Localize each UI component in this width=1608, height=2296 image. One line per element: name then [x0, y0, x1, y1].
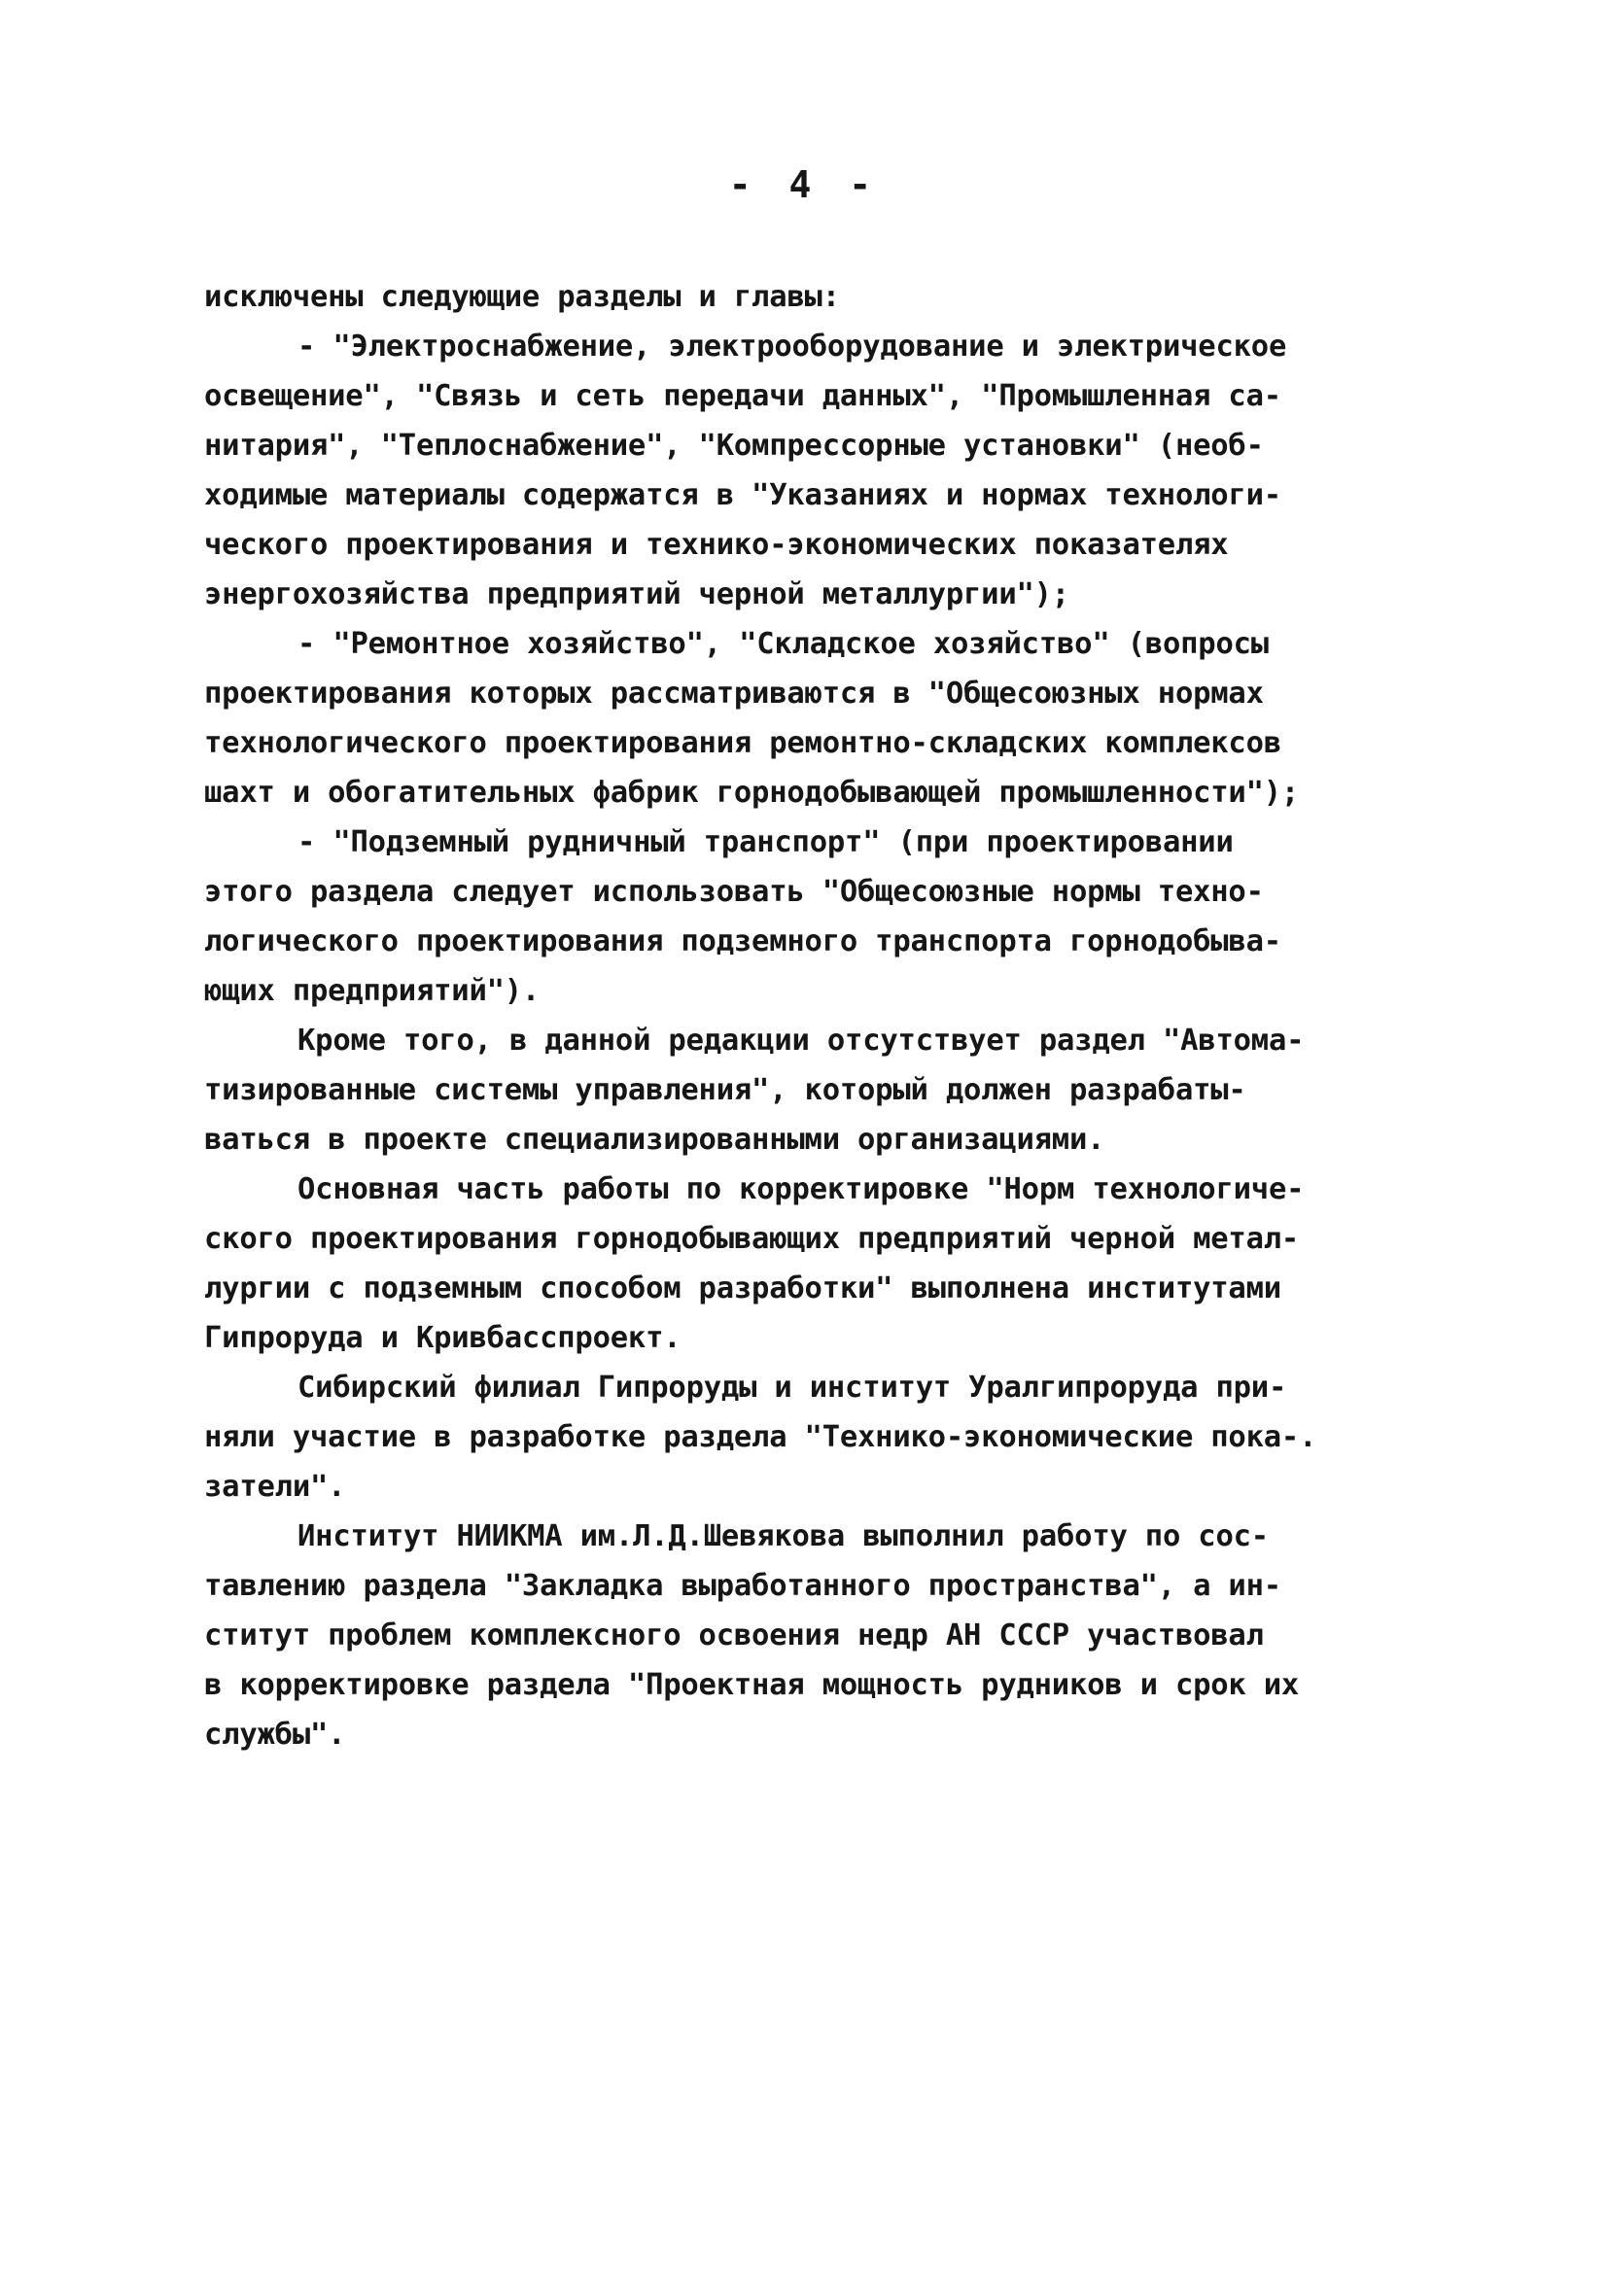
text-line: няли участие в разработке раздела "Технико-экономические пока-. [204, 1420, 1317, 1454]
text-line: ского проектирования горнодобывающих предприятий черной метал- [204, 1222, 1300, 1256]
text-line: ющих предприятий"). [204, 974, 541, 1008]
text-line: нитария", "Теплоснабжение", "Компрессорные установки" (необ- [204, 429, 1264, 463]
text-line: ческого проектирования и технико-экономических показателях [204, 528, 1229, 562]
text-line: тизированные системы управления", который должен разрабаты- [204, 1073, 1246, 1107]
text-line: логического проектирования подземного транспорта горнодобыва- [204, 924, 1281, 958]
text-line: тавлению раздела "Закладка выработанного пространства", а ин- [204, 1569, 1281, 1603]
text-line: освещение", "Связь и сеть передачи данных", "Промышленная са- [204, 379, 1281, 413]
text-line: технологического проектирования ремонтно-складских комплексов [204, 726, 1281, 760]
text-line: Институт НИИКМА им.Л.Д.Шевякова выполнил работу по сос- [297, 1519, 1269, 1553]
text-line: шахт и обогатительных фабрик горнодобывающей промышленности"); [204, 776, 1300, 810]
text-line: Гипроруда и Кривбасспроект. [204, 1321, 682, 1355]
body-text [204, 272, 1400, 1759]
text-line: Основная часть работы по корректировке "Норм технологиче- [297, 1172, 1305, 1206]
page-number: - 4 - [728, 163, 880, 206]
text-line: - "Подземный рудничный транспорт" (при проектировании [297, 825, 1234, 859]
text-line: - "Ремонтное хозяйство", "Складское хозяйство" (вопросы [297, 627, 1269, 661]
text-line: этого раздела следует использовать "Общесоюзные нормы техно- [204, 875, 1264, 909]
text-line: проектирования которых рассматриваются в "Общесоюзных нормах [204, 677, 1264, 711]
text-line: Кроме того, в данной редакции отсутствует раздел "Автома- [297, 1024, 1305, 1058]
text-line: в корректировке раздела "Проектная мощность рудников и срок их [204, 1668, 1300, 1702]
text-line: затели". [204, 1470, 346, 1504]
text-line: исключены следующие разделы и главы: [204, 280, 840, 314]
text-line: ходимые материалы содержатся в "Указаниях и нормах технологи- [204, 478, 1281, 512]
text-line: ваться в проекте специализированными организациями. [204, 1123, 1105, 1157]
text-line: ститут проблем комплексного освоения недр АН СССР участвовал [204, 1618, 1264, 1652]
text-line: службы". [204, 1718, 346, 1752]
text-line: - "Электроснабжение, электрооборудование и электрическое [297, 330, 1287, 364]
text-line: лургии с подземным способом разработки" выполнена институтами [204, 1271, 1281, 1305]
text-line: энергохозяйства предприятий черной металлургии"); [204, 577, 1069, 611]
text-line: Сибирский филиал Гипроруды и институт Уралгипроруда при- [297, 1371, 1287, 1405]
